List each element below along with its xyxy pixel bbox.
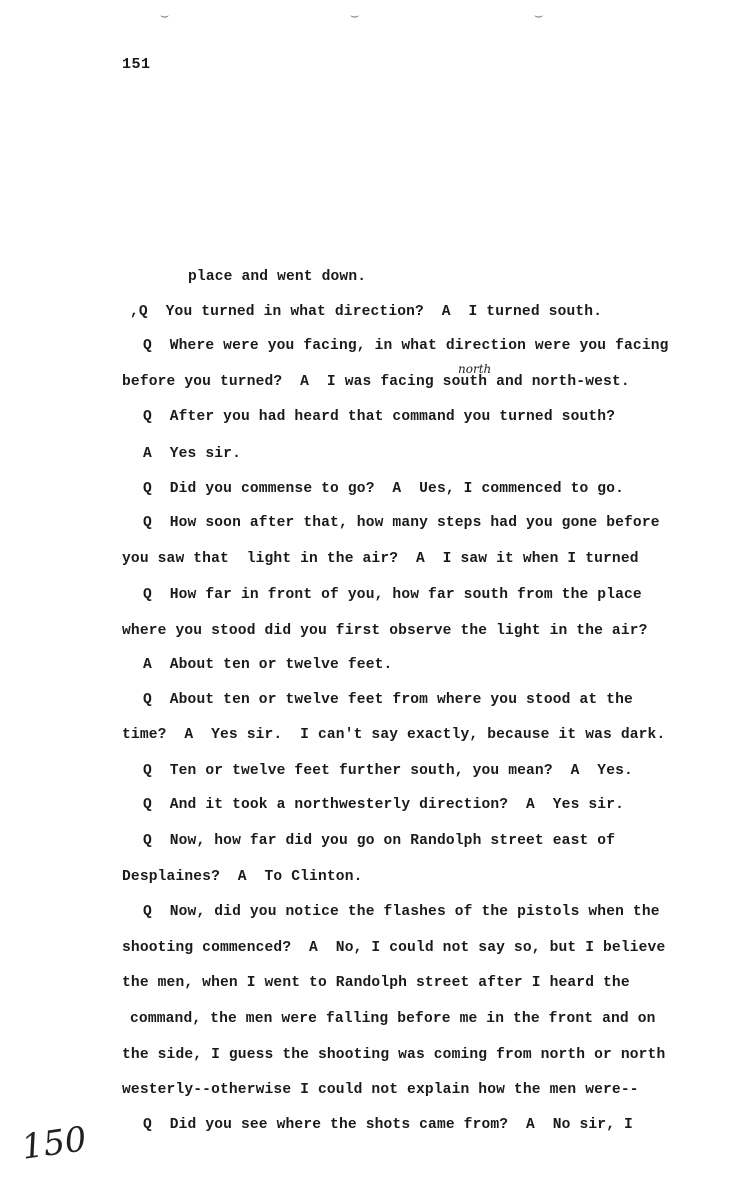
transcript-line: time? A Yes sir. I can't say exactly, because it was dark. (122, 727, 666, 743)
transcript-line: Q After you had heard that command you turned south? (143, 409, 616, 425)
transcript-line: westerly--otherwise I could not explain how the men were-- (122, 1082, 639, 1098)
transcript-line: Q And it took a northwesterly direction? A Yes sir. (143, 797, 625, 813)
transcript-line: the side, I guess the shooting was coming from north or north (122, 1047, 666, 1063)
transcript-line: the men, when I went to Randolph street after I heard the (122, 975, 630, 991)
transcript-line: shooting commenced? A No, I could not say so, but I believe (122, 940, 666, 956)
transcript-line: Q Did you commense to go? A Ues, I commenced to go. (143, 481, 625, 497)
transcript-line: A About ten or twelve feet. (143, 657, 393, 673)
handwritten-margin-note: 150 (19, 1119, 90, 1168)
transcript-line: Q Now, how far did you go on Randolph street east of (143, 833, 616, 849)
transcript-line: where you stood did you first observe the light in the air? (122, 623, 648, 639)
transcript-line: ,Q You turned in what direction? A I turned south. (130, 304, 603, 320)
transcript-line: you saw that light in the air? A I saw it when I turned (122, 551, 639, 567)
transcript-line: Q Now, did you notice the flashes of the pistols when the (143, 904, 660, 920)
transcript-line: Q About ten or twelve feet from where you stood at the (143, 692, 633, 708)
page-number: 151 (122, 56, 151, 73)
punch-mark: ⌣ (534, 8, 544, 24)
punch-mark: ⌣ (350, 8, 360, 24)
punch-mark: ⌣ (160, 8, 170, 24)
transcript-line: Q How far in front of you, how far south from the place (143, 587, 642, 603)
handwritten-correction: north (458, 362, 492, 376)
transcript-line: Q Did you see where the shots came from? A No sir, I (143, 1117, 633, 1133)
transcript-line: Q Where were you facing, in what direction were you facing (143, 338, 669, 354)
transcript-line: command, the men were falling before me in the front and on (130, 1011, 656, 1027)
transcript-line: before you turned? A I was facing south and north-west. (122, 374, 630, 390)
transcript-line: Q Ten or twelve feet further south, you mean? A Yes. (143, 763, 633, 779)
transcript-line: A Yes sir. (143, 446, 241, 462)
transcript-line: Q How soon after that, how many steps had you gone before (143, 515, 660, 531)
transcript-line: Desplaines? A To Clinton. (122, 869, 363, 885)
transcript-line: place and went down. (188, 269, 367, 285)
